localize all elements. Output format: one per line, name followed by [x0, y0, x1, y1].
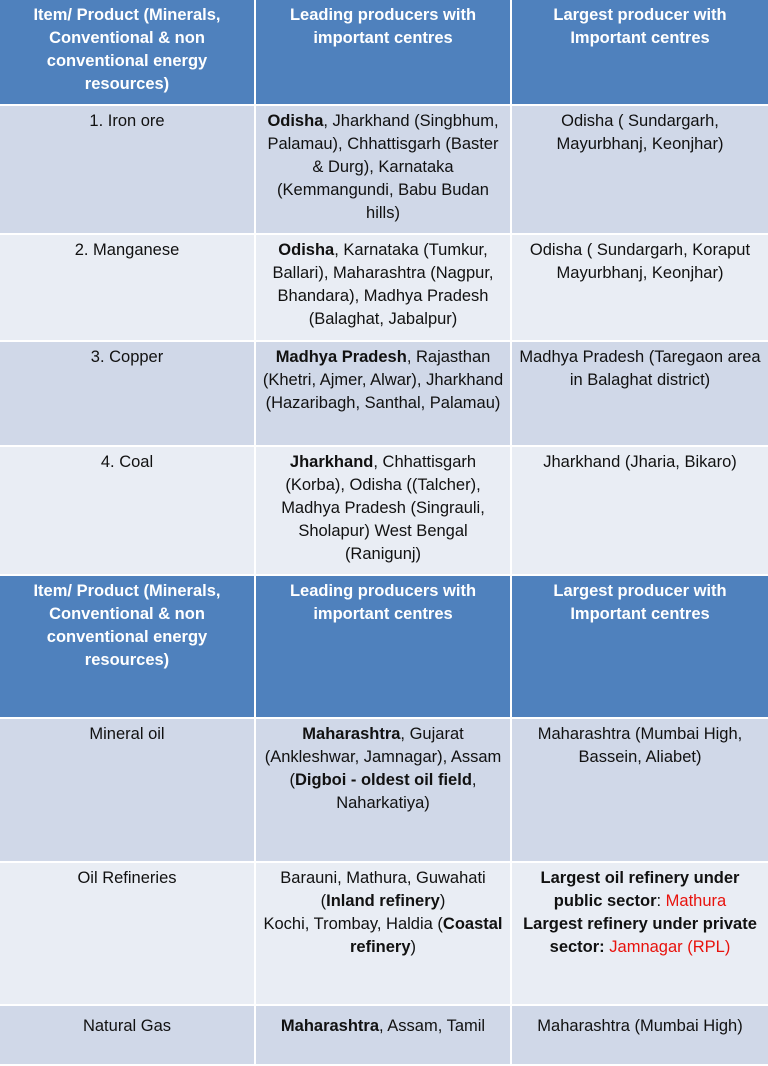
coastal-refineries-list: Kochi, Trombay, Haldia ( [263, 915, 443, 933]
leading-state: Madhya Pradesh [275, 348, 407, 366]
leading-centres: , Assam, Tamil [379, 1017, 486, 1035]
leading-state: Maharashtra [280, 1017, 380, 1035]
leading-state: Jharkhand [289, 453, 374, 471]
leading-state: Maharashtra [302, 725, 401, 743]
table-header-row [0, 0, 768, 106]
coastal-refinery-line [262, 913, 504, 959]
header-largest-producer: Largest producer with Important centres [512, 0, 768, 106]
leading-centres: , Gujarat (Ankleshwar, Jamnagar), Assam ( [264, 725, 502, 789]
leading-centres: , Jharkhand (Singbhum, Palamau), Chhattisgarh (Baster & Durg), Karnataka (Kemmangundi, Babu Budan hills) [267, 112, 499, 222]
leading-cell [256, 235, 512, 342]
leading-centres: , Karnataka (Tumkur, Ballari), Maharashtra (Nagpur, Bhandara), Madhya Pradesh (Balaghat, Jabalpur) [272, 241, 494, 328]
largest-cell: Madhya Pradesh (Taregaon area in Balaghat district) [512, 342, 768, 447]
largest-cell: Odisha ( Sundargarh, Koraput Mayurbhanj, Keonjhar) [512, 235, 768, 342]
largest-cell: Jharkhand (Jharia, Bikaro) [512, 447, 768, 576]
public-sector-line [516, 867, 764, 913]
public-sector-value: Mathura [665, 892, 727, 910]
public-sector-sep: : [656, 892, 666, 910]
table-header-row [0, 576, 768, 719]
table-row [0, 719, 768, 863]
oldest-oil-field-note: Digboi - oldest oil field [294, 771, 472, 789]
inland-refinery-label: Inland refinery [326, 892, 440, 910]
largest-cell: Maharashtra (Mumbai High) [512, 1006, 768, 1066]
header-largest-producer: Largest producer with Important centres [512, 576, 768, 719]
item-cell: 3. Copper [0, 342, 256, 447]
table-row [0, 342, 768, 447]
coastal-refinery-label: Coastal refinery [349, 915, 503, 956]
table-row [0, 863, 768, 1006]
leading-state: Odisha [267, 112, 324, 130]
coastal-refinery-close: ) [410, 938, 417, 956]
largest-cell [512, 863, 768, 1006]
private-sector-label: Largest refinery under private sector: [523, 915, 757, 956]
leading-cell [256, 863, 512, 1006]
header-item-product: Item/ Product (Minerals, Conventional & non conventional energy resources) [0, 576, 256, 719]
item-cell: 2. Manganese [0, 235, 256, 342]
item-cell: 1. Iron ore [0, 106, 256, 235]
item-cell: 4. Coal [0, 447, 256, 576]
leading-cell [256, 447, 512, 576]
private-sector-value: Jamnagar (RPL) [604, 938, 731, 956]
largest-cell: Maharashtra (Mumbai High, Bassein, Aliabet) [512, 719, 768, 863]
header-leading-producers: Leading producers with important centres [256, 576, 512, 719]
largest-cell: Odisha ( Sundargarh, Mayurbhanj, Keonjhar) [512, 106, 768, 235]
header-leading-producers: Leading producers with important centres [256, 0, 512, 106]
leading-centres: , Chhattisgarh (Korba), Odisha ((Talcher), Madhya Pradesh (Singrauli, Sholapur) West Bengal (Ranigunj) [281, 453, 485, 563]
header-item-product: Item/ Product (Minerals, Conventional & non conventional energy resources) [0, 0, 256, 106]
leading-centres-end: , Naharkatiya) [336, 771, 477, 812]
item-cell: Oil Refineries [0, 863, 256, 1006]
leading-state: Odisha [278, 241, 335, 259]
leading-cell [256, 342, 512, 447]
public-sector-label: Largest oil refinery under public sector [540, 869, 740, 910]
leading-cell [256, 719, 512, 863]
private-sector-line [516, 913, 764, 959]
table-row [0, 106, 768, 235]
leading-cell [256, 106, 512, 235]
table-row [0, 1006, 768, 1066]
leading-cell [256, 1006, 512, 1066]
leading-centres: , Rajasthan (Khetri, Ajmer, Alwar), Jharkhand (Hazaribagh, Santhal, Palamau) [262, 348, 504, 412]
item-cell: Natural Gas [0, 1006, 256, 1066]
table-row [0, 235, 768, 342]
table-row [0, 447, 768, 576]
inland-refineries-list: Barauni, Mathura, Guwahati ( [280, 869, 486, 910]
inland-refinery-close: ) [439, 892, 446, 910]
inland-refinery-line [262, 867, 504, 913]
item-cell: Mineral oil [0, 719, 256, 863]
